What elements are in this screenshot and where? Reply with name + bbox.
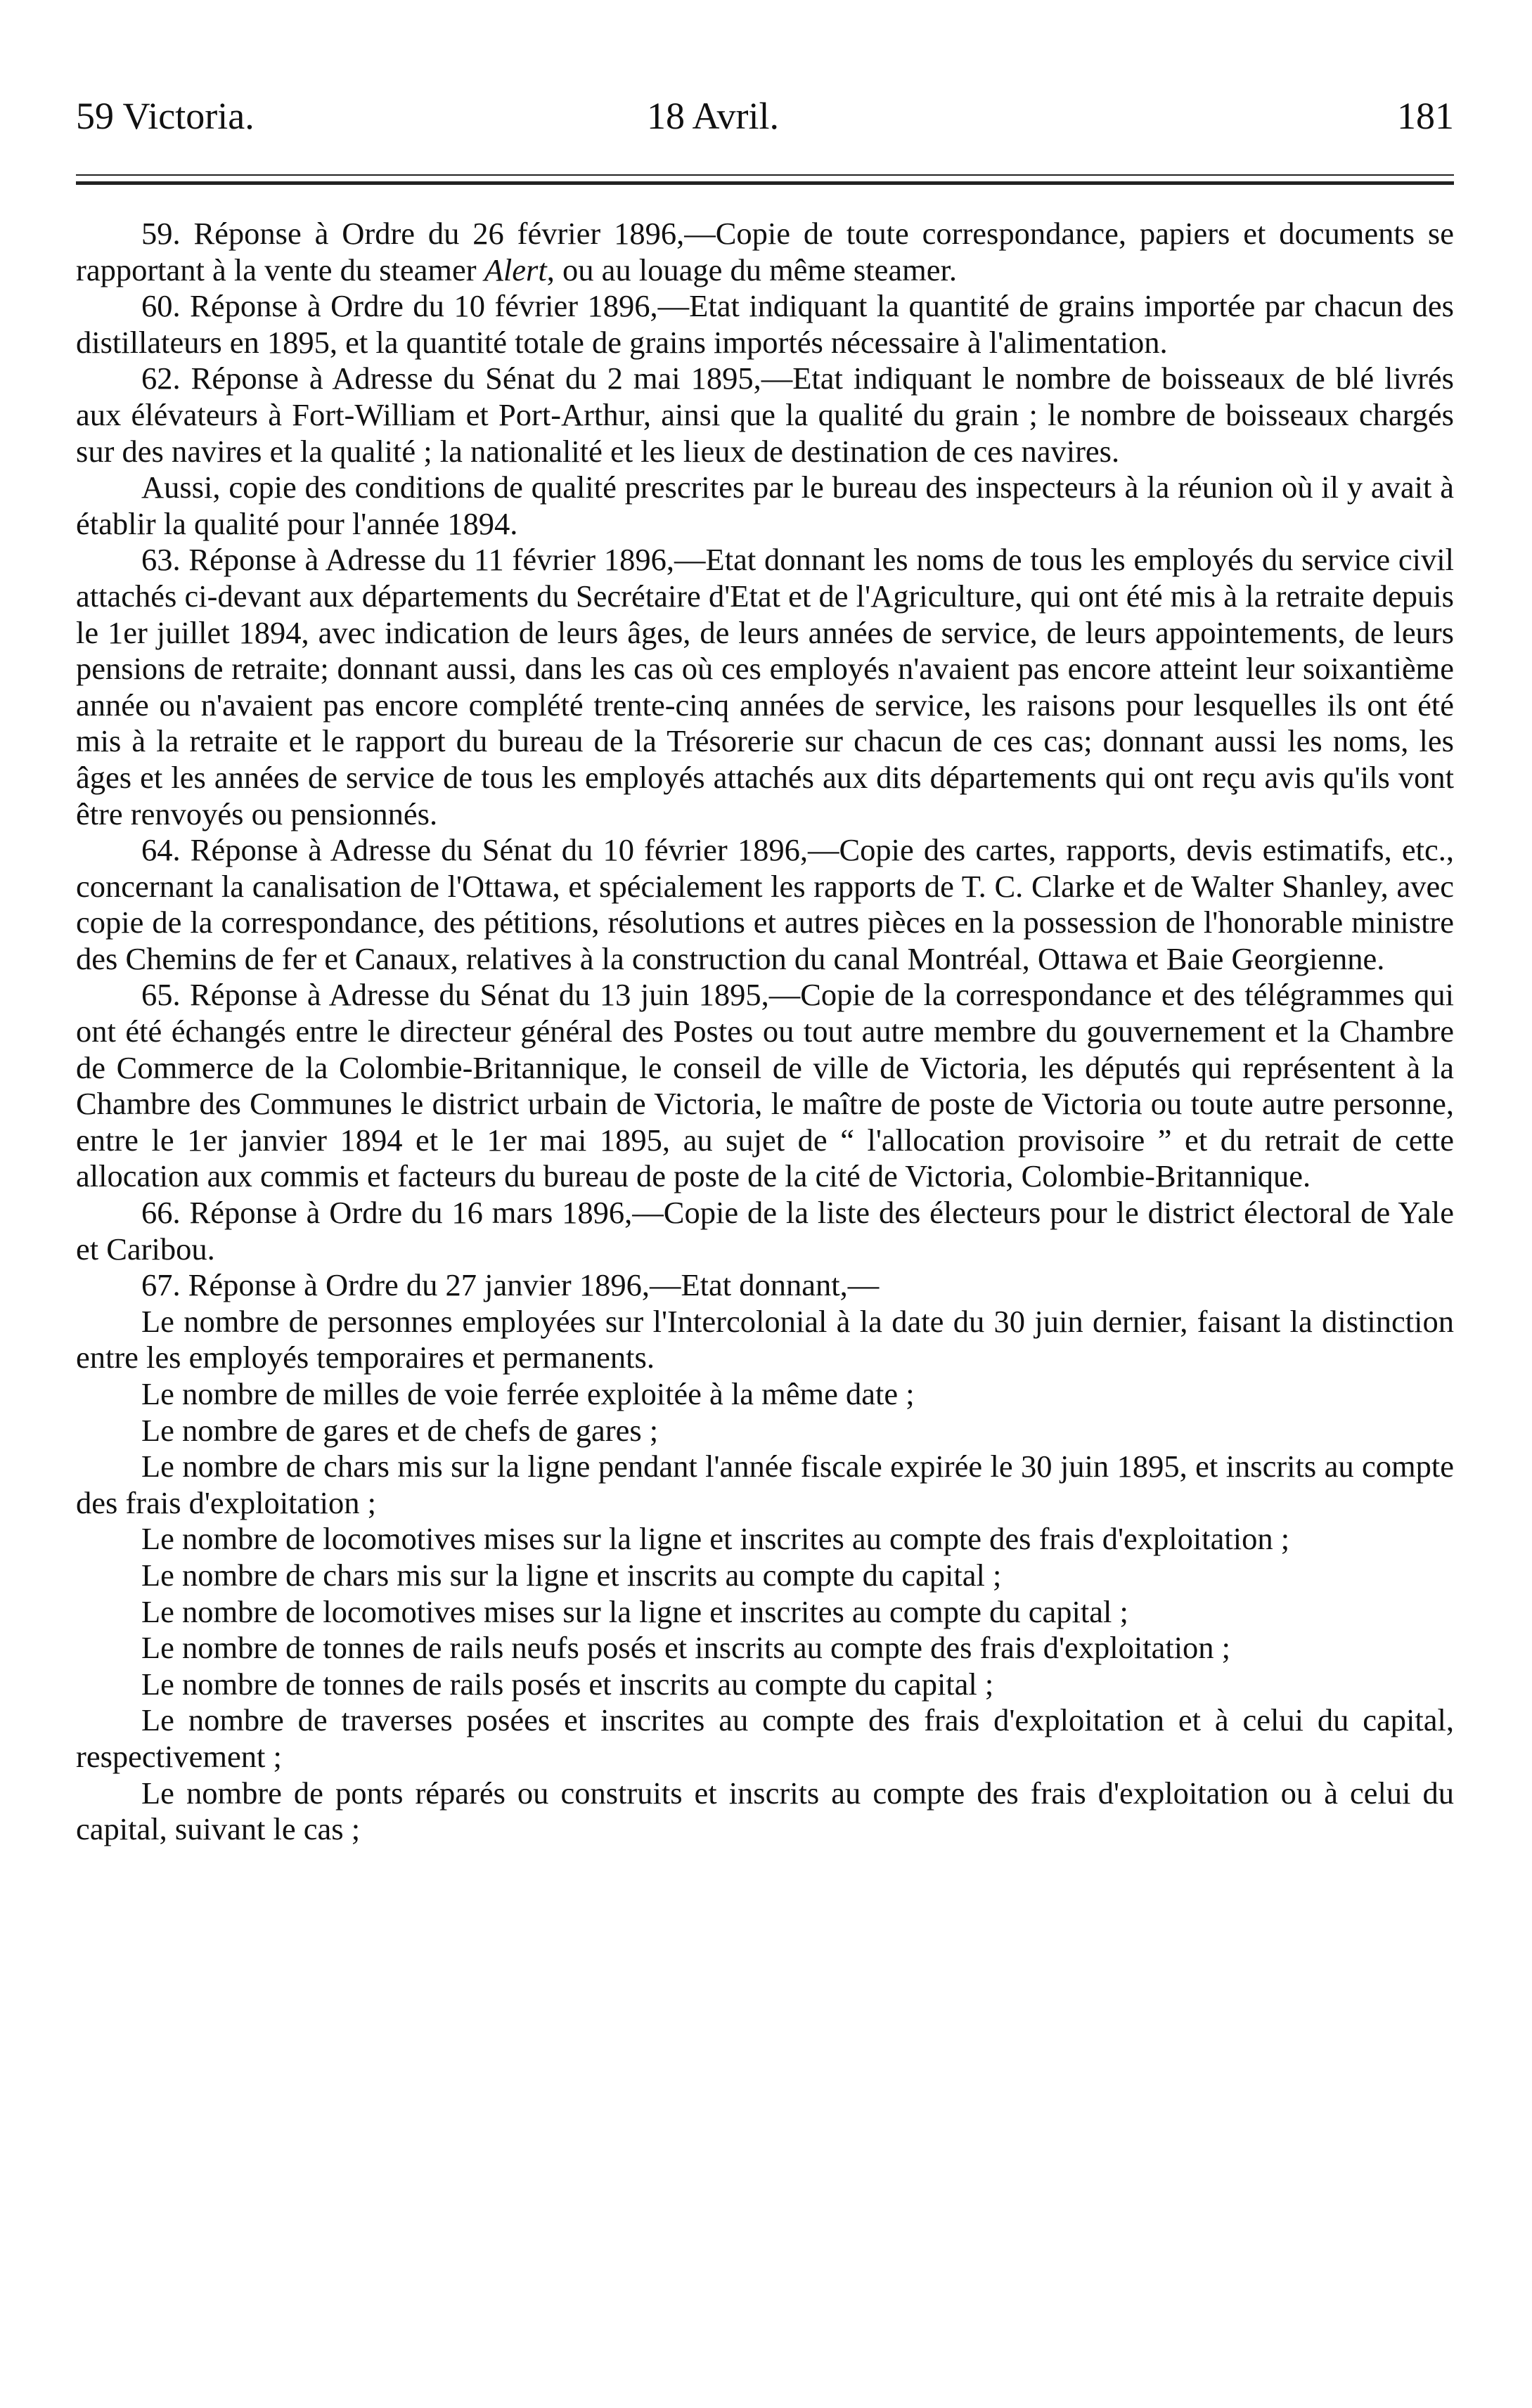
paragraph-64: 64. Réponse à Adresse du Sénat du 10 février 1896,—Copie des cartes, rapports, devis estimatifs, etc., concernant la canalisation de l'Ottawa, et spécialement les rapports de T. C. Clarke et de Walter Shanley, avec copie de la correspondance, des pétitions, résolutions et autres pièces en la possession de l'honorable ministre des Chemins de fer et Canaux, relatives à la construction du canal Montréal, Ottawa et Baie Georgienne. bbox=[76, 832, 1454, 976]
document-body bbox=[76, 216, 1454, 1848]
item-rails-neufs: Le nombre de tonnes de rails neufs posés et inscrits au compte des frais d'exploitation ; bbox=[141, 1630, 1231, 1666]
item-personnes: Le nombre de personnes employées sur l'Intercolonial à la date du 30 juin dernier, faisant la distinction entre les employés temporaires et permanents. bbox=[76, 1303, 1454, 1375]
item-traverses: Le nombre de traverses posées et inscrites au compte des frais d'exploitation et à celui du capital, respectivement ; bbox=[76, 1702, 1454, 1774]
running-header bbox=[76, 84, 1454, 148]
header-rule-thick bbox=[76, 181, 1454, 185]
item-chars-exploitation: Le nombre de chars mis sur la ligne pendant l'année fiscale expirée le 30 juin 1895, et inscrits au compte des frais d'exploitation ; bbox=[76, 1449, 1454, 1520]
header-rule-thin bbox=[76, 174, 1454, 176]
item-rails-capital: Le nombre de tonnes de rails posés et inscrits au compte du capital ; bbox=[141, 1666, 994, 1702]
paragraph-67: 67. Réponse à Ordre du 27 janvier 1896,—Etat donnant,— bbox=[141, 1267, 880, 1303]
item-gares: Le nombre de gares et de chefs de gares ; bbox=[141, 1412, 659, 1448]
ship-name: Alert bbox=[484, 252, 547, 287]
item-ponts: Le nombre de ponts réparés ou construits et inscrits au compte des frais d'exploitation ou à celui du capital, suivant le cas ; bbox=[76, 1775, 1454, 1847]
paragraph-66: 66. Réponse à Ordre du 16 mars 1896,—Copie de la liste des électeurs pour le district électoral de Yale et Caribou. bbox=[76, 1195, 1454, 1267]
item-milles: Le nombre de milles de voie ferrée exploitée à la même date ; bbox=[141, 1376, 915, 1411]
item-chars-capital: Le nombre de chars mis sur la ligne et inscrits au compte du capital ; bbox=[141, 1557, 1002, 1593]
page bbox=[76, 84, 1454, 1848]
header-date: 18 Avril. bbox=[647, 95, 779, 137]
paragraph-62: 62. Réponse à Adresse du Sénat du 2 mai 1895,—Etat indiquant le nombre de boisseaux de blé livrés aux élévateurs à Fort-William et Port-Arthur, ainsi que la qualité du grain ; le nombre de boisseaux chargés sur des navires et la qualité ; la nationalité et les lieux de destination de ces navires. bbox=[76, 361, 1454, 469]
paragraph-62-aussi: Aussi, copie des conditions de qualité prescrites par le bureau des inspecteurs à la réunion où il y avait à établir la qualité pour l'année 1894. bbox=[76, 470, 1454, 541]
paragraph-59: 59. Réponse à Ordre du 26 février 1896,—Copie de toute correspondance, papiers et documents se rapportant à la vente du steamer Alert, ou au louage du même steamer. bbox=[76, 216, 1454, 287]
header-session: 59 Victoria. bbox=[76, 95, 255, 137]
paragraph-65: 65. Réponse à Adresse du Sénat du 13 juin 1895,—Copie de la correspondance et des télégrammes qui ont été échangés entre le directeur général des Postes ou tout autre membre du gouvernement et la Chambre de Commerce de la Colombie-Britannique, le conseil de ville de Victoria, les députés qui représentent à la Chambre des Communes le district urbain de Victoria, le maître de poste de Victoria ou toute autre personne, entre le 1er janvier 1894 et le 1er mai 1895, au sujet de “ l'allocation provisoire ” et du retrait de cette allocation aux commis et facteurs du bureau de poste de la cité de Victoria, Colombie-Britannique. bbox=[76, 977, 1454, 1194]
item-locomotives-capital: Le nombre de locomotives mises sur la ligne et inscrites au compte du capital ; bbox=[141, 1593, 1128, 1629]
paragraph-60: 60. Réponse à Ordre du 10 février 1896,—Etat indiquant la quantité de grains importée par chacun des distillateurs en 1895, et la quantité totale de grains importés nécessaire à l'alimentation. bbox=[76, 288, 1454, 360]
item-locomotives-exploitation: Le nombre de locomotives mises sur la ligne et inscrites au compte des frais d'exploitation ; bbox=[141, 1521, 1290, 1557]
paragraph-63: 63. Réponse à Adresse du 11 février 1896,—Etat donnant les noms de tous les employés du service civil attachés ci-devant aux départements du Secrétaire d'Etat et de l'Agriculture, qui ont été mis à la retraite depuis le 1er juillet 1894, avec indication de leurs âges, de leurs années de service, de leurs appointements, de leurs pensions de retraite; donnant aussi, dans les cas où ces employés n'avaient pas encore atteint leur soixantième année ou n'avaient pas encore complété trente-cinq années de service, les raisons pour lesquelles ils ont été mis à la retraite et le rapport du bureau de la Trésorerie sur chacun de ces cas; donnant aussi les noms, les âges et les années de service de tous les employés attachés aux dits départements qui ont reçu avis qu'ils vont être renvoyés ou pensionnés. bbox=[76, 542, 1454, 831]
page-number: 181 bbox=[1397, 95, 1454, 137]
